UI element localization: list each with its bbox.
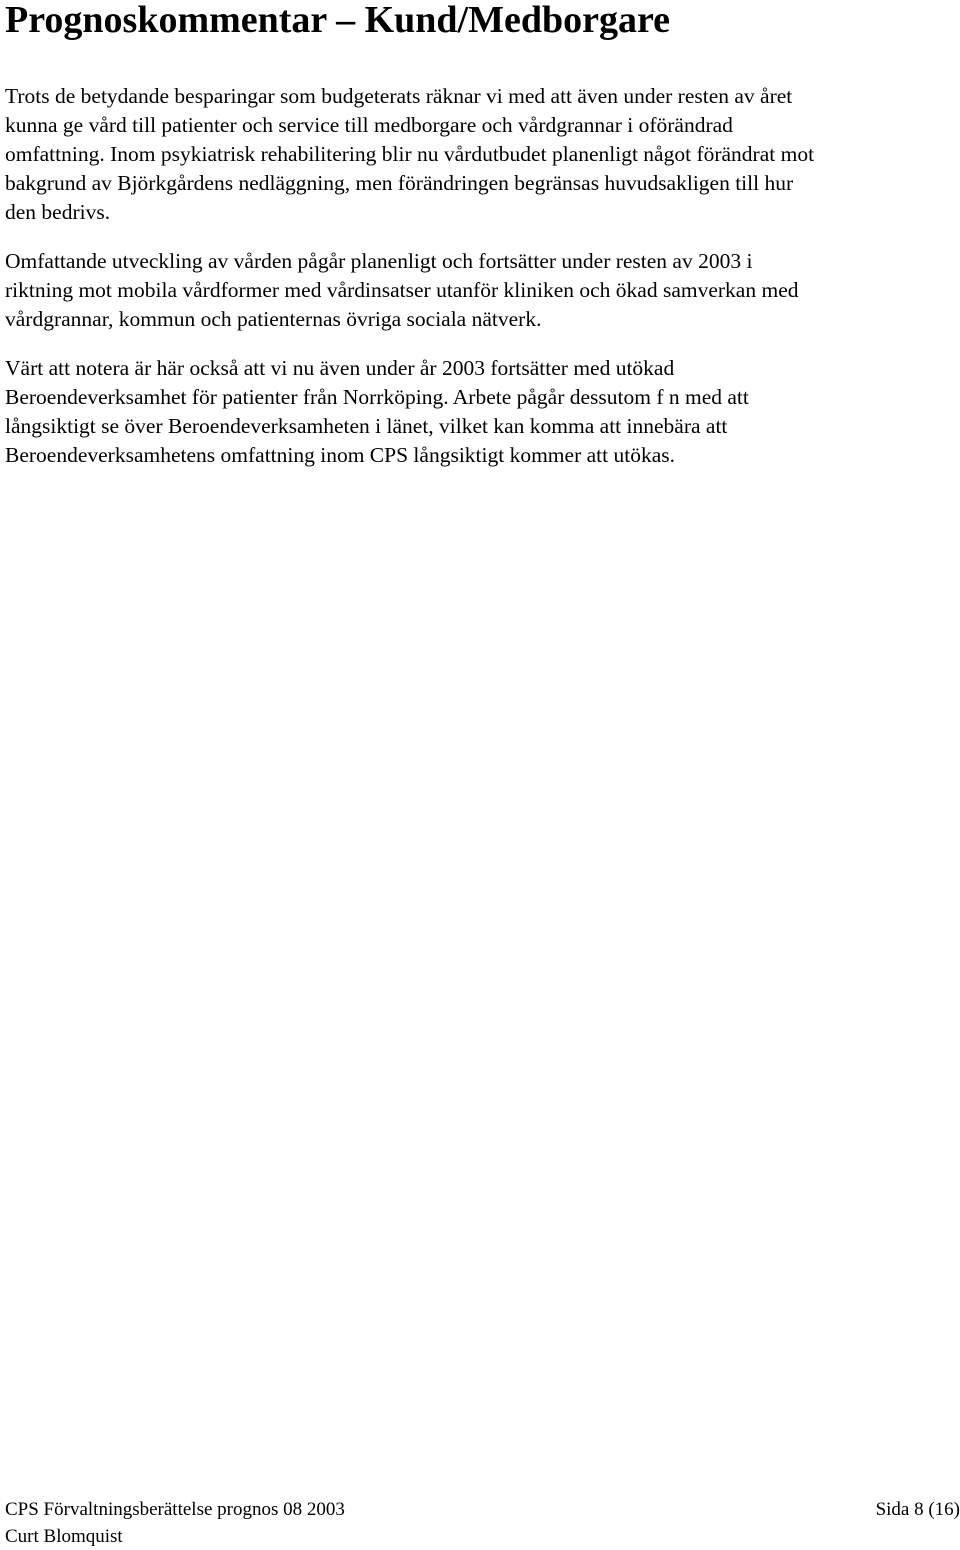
- footer-page-number: Sida 8 (16): [875, 1499, 960, 1520]
- paragraph-line: vårdgrannar, kommun och patienternas övriga sociala nätverk.: [5, 307, 542, 331]
- footer-author: Curt Blomquist: [5, 1526, 123, 1547]
- paragraph-3: [5, 354, 957, 470]
- page-title: Prognoskommentar – Kund/Medborgare: [5, 0, 671, 41]
- paragraph-line: Värt att notera är här också att vi nu även under år 2003 fortsätter med utökad: [5, 356, 675, 380]
- paragraph-line: omfattning. Inom psykiatrisk rehabilitering blir nu vårdutbudet planenligt något förändrat mot: [5, 142, 815, 166]
- paragraph-line: Trots de betydande besparingar som budgeterats räknar vi med att även under resten av året: [5, 84, 793, 108]
- paragraph-line: kunna ge vård till patienter och service till medborgare och vårdgrannar i oförändrad: [5, 113, 733, 137]
- document-body: [5, 82, 957, 490]
- footer-document-name: CPS Förvaltningsberättelse prognos 08 2003: [5, 1499, 345, 1520]
- paragraph-line: den bedrivs.: [5, 200, 111, 224]
- footer-bottom-row: [5, 1523, 960, 1550]
- paragraph-line: Beroendeverksamhetens omfattning inom CPS långsiktigt kommer att utökas.: [5, 443, 675, 467]
- paragraph-line: Beroendeverksamhet för patienter från Norrköping. Arbete pågår dessutom f n med att: [5, 385, 749, 409]
- paragraph-1: [5, 82, 957, 227]
- footer-top-row: [5, 1496, 960, 1523]
- page-footer: [5, 1496, 960, 1550]
- paragraph-line: riktning mot mobila vårdformer med vårdinsatser utanför kliniken och ökad samverkan med: [5, 278, 799, 302]
- paragraph-2: [5, 247, 957, 334]
- paragraph-line: Omfattande utveckling av vården pågår planenligt och fortsätter under resten av 2003 i: [5, 249, 753, 273]
- paragraph-line: bakgrund av Björkgårdens nedläggning, men förändringen begränsas huvudsakligen till hur: [5, 171, 794, 195]
- paragraph-line: långsiktigt se över Beroendeverksamheten i länet, vilket kan komma att innebära att: [5, 414, 728, 438]
